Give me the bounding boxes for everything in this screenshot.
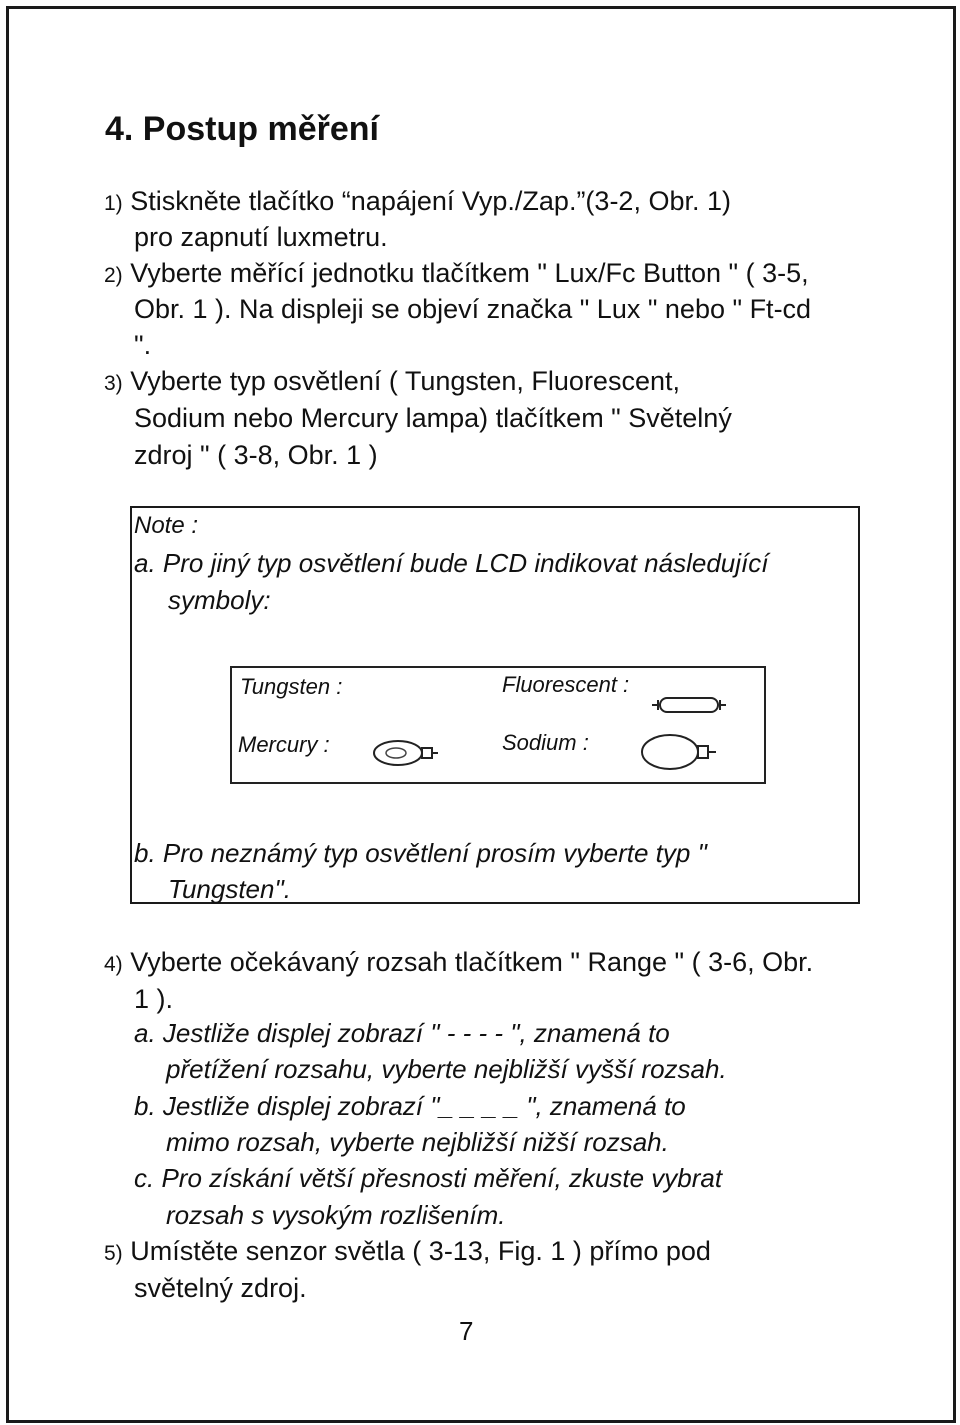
step-1-text-1: Stiskněte tlačítko “napájení Vyp./Zap.”(3-2, Obr. 1): [130, 186, 731, 216]
note-b-line-2: Tungsten".: [168, 874, 291, 904]
step-1-number: 1): [104, 192, 123, 215]
step-3-text-1: Vyberte typ osvětlení ( Tungsten, Fluorescent,: [130, 366, 680, 396]
step-3-line-2: Sodium nebo Mercury lampa) tlačítkem " Světelný: [134, 403, 732, 433]
step-1-line-1: [104, 188, 731, 215]
mercury-bulb-icon: [372, 738, 442, 768]
step-5-line-1: [104, 1238, 711, 1265]
fluorescent-tube-icon: [652, 694, 732, 716]
sodium-label: Sodium :: [502, 730, 589, 755]
page-number: 7: [459, 1316, 474, 1346]
step-2-text-1: Vyberte měřící jednotku tlačítkem " Lux/Fc Button " ( 3-5,: [130, 258, 809, 288]
step-4-text-1: Vyberte očekávaný rozsah tlačítkem " Range " ( 3-6, Obr.: [130, 947, 814, 977]
fluorescent-label: Fluorescent :: [502, 672, 630, 697]
step-4-c-line-1: c. Pro získání větší přesnosti měření, zkuste vybrat: [134, 1163, 723, 1193]
tungsten-label: Tungsten :: [240, 674, 343, 699]
step-2-number: 2): [104, 264, 123, 287]
step-5-text-1: Umístěte senzor světla ( 3-13, Fig. 1 ) přímo pod: [130, 1236, 711, 1266]
step-4-line-2: 1 ).: [134, 984, 174, 1014]
step-2-line-3: ".: [134, 330, 152, 360]
step-4-b-line-2: mimo rozsah, vyberte nejbližší nižší rozsah.: [166, 1127, 669, 1157]
step-3-number: 3): [104, 372, 123, 395]
mercury-label: Mercury :: [238, 732, 330, 757]
step-5-number: 5): [104, 1242, 123, 1265]
note-a-line-2: symboly:: [168, 585, 271, 615]
note-b-line-1: b. Pro neznámý typ osvětlení prosím vyberte typ ": [134, 838, 707, 868]
step-2-line-1: [104, 260, 809, 287]
step-4-c-line-2: rozsah s vysokým rozlišením.: [166, 1200, 506, 1230]
lamp-symbols-panel: [230, 666, 766, 784]
sodium-bulb-icon: [640, 732, 720, 772]
step-5-line-2: světelný zdroj.: [134, 1273, 307, 1303]
step-4-b-line-1: b. Jestliže displej zobrazí "_ _ _ _ ", znamená to: [134, 1091, 686, 1121]
note-a-line-1: a. Pro jiný typ osvětlení bude LCD indikovat následující: [134, 548, 769, 578]
step-3-line-3: zdroj " ( 3-8, Obr. 1 ): [134, 440, 378, 470]
note-title: Note :: [134, 512, 199, 539]
step-3-line-1: [104, 368, 680, 395]
step-2-line-2: Obr. 1 ). Na displeji se objeví značka " Lux " nebo " Ft-cd: [134, 294, 812, 324]
section-heading: 4. Postup měření: [105, 110, 379, 148]
step-4-number: 4): [104, 953, 123, 976]
step-1-line-2: pro zapnutí luxmetru.: [134, 222, 388, 252]
step-4-a-line-1: a. Jestliže displej zobrazí " - - - - ", znamená to: [134, 1018, 670, 1048]
step-4-line-1: [104, 949, 813, 976]
step-4-a-line-2: přetížení rozsahu, vyberte nejbližší vyšší rozsah.: [166, 1054, 727, 1084]
